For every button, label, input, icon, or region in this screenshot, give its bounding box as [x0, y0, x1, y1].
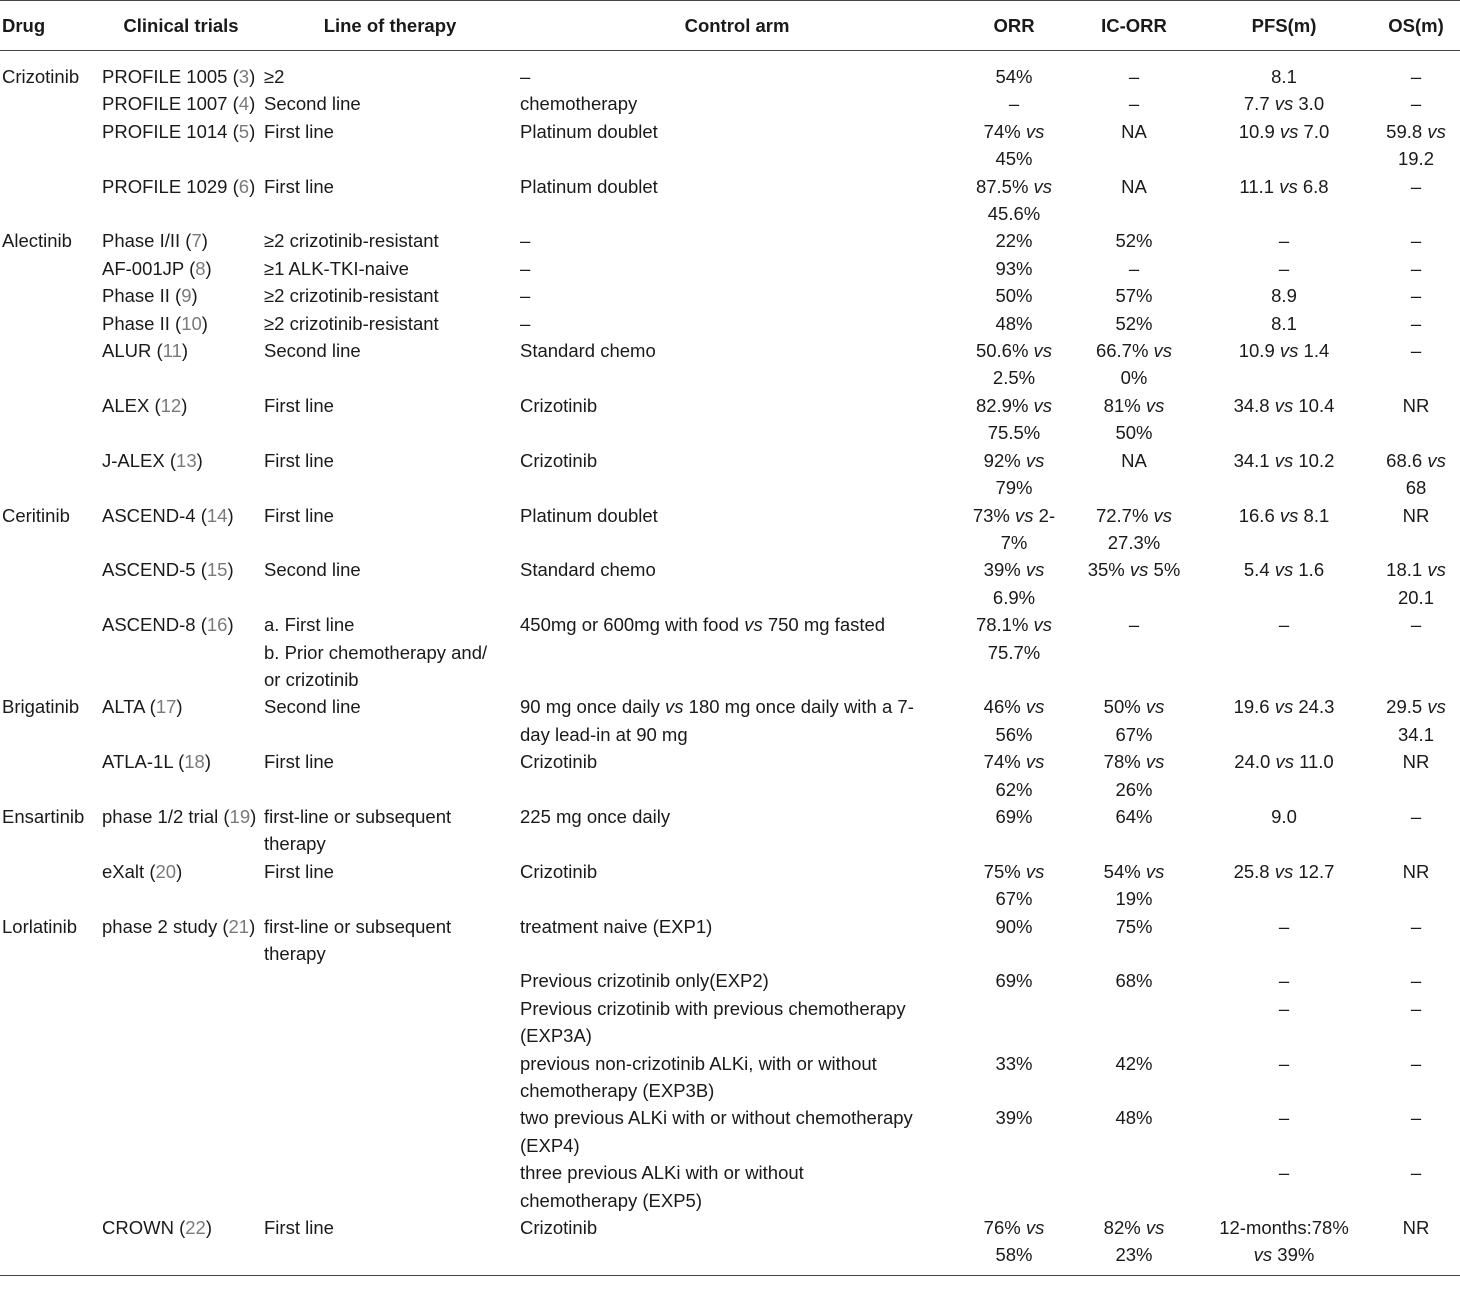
- ic-orr-cell: 52%: [1115, 230, 1153, 252]
- ic-orr-cell: NA: [1121, 175, 1147, 197]
- pfs-cell: 9.0: [1271, 805, 1297, 827]
- drug-cell: [0, 173, 100, 228]
- control-arm-cell: treatment naive (EXP1): [520, 915, 713, 937]
- trial-cell: phase 1/2 trial (19): [102, 805, 257, 827]
- trial-cell: Phase II (10): [102, 312, 208, 334]
- trial-cell: AF-001JP (8): [102, 257, 212, 279]
- drug-cell: [0, 1159, 100, 1214]
- control-arm-cell: Standard chemo: [520, 340, 656, 362]
- control-arm-cell: –: [520, 66, 531, 87]
- drug-cell: Ensartinib: [2, 805, 85, 827]
- os-cell: –: [1410, 66, 1422, 87]
- ic-orr-cell: 48%: [1115, 1107, 1153, 1129]
- os-cell: –: [1410, 1052, 1422, 1074]
- orr-cell: 46% vs 56%: [983, 696, 1045, 745]
- pfs-cell: 16.6 vs 8.1: [1238, 504, 1330, 526]
- line-of-therapy-cell: [262, 967, 518, 994]
- orr-cell: 50.6% vs 2.5%: [975, 340, 1053, 389]
- trial-cell: eXalt (20): [102, 860, 183, 882]
- pfs-cell: 8.9: [1271, 285, 1297, 307]
- control-arm-cell: chemotherapy: [520, 93, 638, 115]
- table-row: [0, 803, 1460, 858]
- trial-cell: PROFILE 1005 (3): [102, 66, 256, 87]
- pfs-cell: 11.1 vs 6.8: [1239, 175, 1329, 197]
- orr-cell: 90%: [995, 915, 1033, 937]
- line-of-therapy-cell: Second line: [264, 340, 361, 362]
- table-row: [0, 858, 1460, 913]
- orr-cell: 22%: [995, 230, 1033, 252]
- orr-cell: 39% vs 6.9%: [983, 559, 1045, 608]
- ic-orr-cell: 82% vs 23%: [1103, 1217, 1165, 1266]
- pfs-cell: –: [1278, 1052, 1290, 1074]
- drug-cell: [0, 90, 100, 117]
- ic-orr-cell: 78% vs 26%: [1103, 751, 1165, 800]
- trial-cell: ATLA-1L (18): [102, 751, 212, 773]
- os-cell: –: [1410, 312, 1422, 334]
- header-line-of-therapy: Line of therapy: [323, 14, 457, 36]
- line-of-therapy-cell: First line: [264, 394, 334, 416]
- trial-cell: ASCEND-4 (14): [102, 504, 234, 526]
- ic-orr-cell: NA: [1121, 449, 1147, 471]
- reference-link[interactable]: 17: [155, 696, 177, 718]
- reference-link[interactable]: 16: [206, 614, 228, 636]
- ic-orr-cell: –: [1128, 93, 1140, 115]
- table-row: [0, 118, 1460, 173]
- control-arm-cell: –: [520, 257, 531, 279]
- line-of-therapy-cell: ≥2 crizotinib-resistant: [264, 230, 439, 252]
- header-control-arm: Control arm: [684, 14, 790, 36]
- control-arm-cell: Crizotinib: [520, 394, 598, 416]
- pfs-cell: 24.0 vs 11.0: [1234, 751, 1334, 773]
- control-arm-cell: Previous crizotinib only(EXP2): [520, 970, 769, 992]
- pfs-cell: –: [1278, 997, 1290, 1019]
- control-arm-cell: 225 mg once daily: [520, 805, 671, 827]
- table-row: [0, 227, 1460, 254]
- orr-cell: 92% vs 79%: [983, 449, 1045, 499]
- reference-link[interactable]: 9: [181, 285, 192, 307]
- ic-orr-cell: [1072, 995, 1196, 1050]
- control-arm-cell: Standard chemo: [520, 559, 656, 581]
- drug-cell: Lorlatinib: [2, 915, 78, 937]
- os-cell: –: [1410, 1162, 1422, 1184]
- header-pfs: PFS(m): [1251, 14, 1317, 36]
- os-cell: NR: [1402, 1217, 1430, 1239]
- control-arm-cell: two previous ALKi with or without chemotherapy (EXP4): [520, 1107, 913, 1156]
- trial-cell: CROWN (22): [102, 1217, 212, 1239]
- ic-orr-cell: –: [1128, 614, 1140, 636]
- ic-orr-cell: 68%: [1115, 970, 1153, 992]
- ic-orr-cell: 57%: [1115, 285, 1153, 307]
- os-cell: NR: [1402, 860, 1430, 882]
- os-cell: NR: [1402, 504, 1430, 526]
- table-row: [0, 913, 1460, 968]
- drug-cell: Ceritinib: [2, 504, 70, 526]
- line-of-therapy-cell: ≥1 ALK-TKI-naive: [264, 257, 409, 279]
- ic-orr-cell: 54% vs 19%: [1103, 860, 1165, 910]
- orr-cell: 69%: [995, 805, 1033, 827]
- pfs-cell: 5.4 vs 1.6: [1243, 559, 1325, 581]
- drug-cell: [0, 556, 100, 611]
- table-row: [0, 693, 1460, 748]
- ic-orr-cell: [1072, 1159, 1196, 1214]
- line-of-therapy-cell: ≥2 crizotinib-resistant: [264, 285, 439, 307]
- orr-cell: 74% vs 62%: [983, 751, 1045, 800]
- reference-link[interactable]: 15: [206, 559, 228, 581]
- os-cell: –: [1410, 257, 1422, 279]
- drug-cell: [0, 310, 100, 337]
- trial-cell: [100, 1050, 262, 1105]
- ic-orr-cell: 52%: [1115, 312, 1153, 334]
- control-arm-cell: Platinum doublet: [520, 175, 658, 197]
- pfs-cell: 10.9 vs 7.0: [1238, 120, 1330, 142]
- control-arm-cell: 90 mg once daily vs 180 mg once daily with a 7- day lead-in at 90 mg: [520, 696, 914, 745]
- os-cell: –: [1410, 1107, 1422, 1129]
- line-of-therapy-cell: Second line: [264, 696, 361, 718]
- header-drug: Drug: [2, 14, 46, 36]
- orr-cell: –: [1008, 93, 1020, 115]
- os-cell: NR: [1402, 394, 1430, 416]
- orr-cell: 54%: [995, 66, 1033, 87]
- header-ic-orr: IC-ORR: [1101, 14, 1167, 36]
- line-of-therapy-cell: Second line: [264, 559, 361, 581]
- reference-link[interactable]: 12: [160, 394, 182, 416]
- orr-cell: 73% vs 2- 7%: [972, 504, 1056, 553]
- drug-cell: [0, 858, 100, 913]
- os-cell: –: [1410, 175, 1422, 197]
- os-cell: –: [1410, 93, 1422, 115]
- orr-cell: 50%: [995, 285, 1033, 307]
- line-of-therapy-cell: ≥2 crizotinib-resistant: [264, 312, 439, 334]
- orr-cell: [956, 995, 1072, 1050]
- ic-orr-cell: 42%: [1115, 1052, 1153, 1074]
- ic-orr-cell: 50% vs 67%: [1103, 696, 1165, 745]
- trial-cell: [100, 995, 262, 1050]
- reference-link[interactable]: 6: [238, 175, 250, 197]
- table-row: [0, 90, 1460, 117]
- drug-cell: [0, 118, 100, 173]
- pfs-cell: –: [1278, 230, 1290, 252]
- os-cell: –: [1410, 230, 1422, 252]
- line-of-therapy-cell: [262, 995, 518, 1050]
- reference-link[interactable]: 11: [162, 340, 182, 362]
- drug-cell: Alectinib: [2, 230, 72, 252]
- pfs-cell: –: [1278, 257, 1290, 279]
- reference-link[interactable]: 19: [229, 805, 251, 827]
- drug-cell: [0, 1214, 100, 1275]
- orr-cell: 78.1% vs 75.7%: [975, 614, 1053, 663]
- os-cell: –: [1410, 915, 1422, 937]
- line-of-therapy-cell: first-line or subsequent therapy: [264, 915, 452, 964]
- orr-cell: 75% vs 67%: [983, 860, 1045, 910]
- pfs-cell: 8.1: [1271, 66, 1297, 87]
- ic-orr-cell: 64%: [1115, 805, 1153, 827]
- table-row: [0, 748, 1460, 803]
- trial-cell: J-ALEX (13): [102, 449, 203, 471]
- table-row: [0, 1050, 1460, 1105]
- line-of-therapy-cell: First line: [264, 860, 334, 882]
- table-row: [0, 255, 1460, 282]
- control-arm-cell: –: [520, 285, 531, 307]
- ic-orr-cell: 66.7% vs 0%: [1095, 340, 1173, 389]
- trial-cell: PROFILE 1007 (4): [102, 93, 256, 115]
- trial-cell: ASCEND-8 (16): [102, 614, 234, 636]
- line-of-therapy-cell: Second line: [264, 93, 361, 115]
- header-clinical-trials: Clinical trials: [123, 14, 239, 36]
- header-row: [0, 1, 1460, 51]
- control-arm-cell: 450mg or 600mg with food vs 750 mg fasted: [520, 614, 886, 636]
- ic-orr-cell: 75%: [1115, 915, 1153, 937]
- reference-link[interactable]: 22: [185, 1217, 206, 1239]
- table-row: [0, 310, 1460, 337]
- line-of-therapy-cell: [262, 1050, 518, 1105]
- line-of-therapy-cell: First line: [264, 504, 334, 526]
- drug-cell: [0, 1104, 100, 1159]
- reference-link[interactable]: 3: [238, 66, 250, 87]
- pfs-cell: –: [1278, 1162, 1290, 1184]
- pfs-cell: 19.6 vs 24.3: [1233, 696, 1335, 718]
- reference-link[interactable]: 10: [181, 312, 202, 334]
- os-cell: –: [1410, 970, 1422, 992]
- reference-link[interactable]: 21: [228, 915, 250, 937]
- pfs-cell: 34.8 vs 10.4: [1233, 394, 1335, 416]
- table-row: [0, 611, 1460, 693]
- table-row: [0, 1159, 1460, 1214]
- control-arm-cell: previous non-crizotinib ALKi, with or without chemotherapy (EXP3B): [520, 1052, 877, 1102]
- table-row: [0, 995, 1460, 1050]
- pfs-cell: 8.1: [1271, 312, 1297, 334]
- drug-cell: Brigatinib: [2, 696, 80, 718]
- ic-orr-cell: –: [1128, 257, 1140, 279]
- os-cell: 29.5 vs 34.1: [1386, 696, 1446, 745]
- drug-cell: [0, 255, 100, 282]
- os-cell: –: [1410, 805, 1422, 827]
- line-of-therapy-cell: First line: [264, 449, 334, 471]
- line-of-therapy-cell: First line: [264, 175, 334, 197]
- control-arm-cell: three previous ALKi with or without chemotherapy (EXP5): [520, 1162, 804, 1211]
- ic-orr-cell: 72.7% vs 27.3%: [1095, 504, 1173, 553]
- pfs-cell: 10.9 vs 1.4: [1238, 340, 1330, 362]
- orr-cell: 33%: [995, 1052, 1033, 1074]
- pfs-cell: –: [1278, 915, 1290, 937]
- drug-cell: [0, 337, 100, 392]
- os-cell: –: [1410, 614, 1422, 636]
- table-row: [0, 967, 1460, 994]
- orr-cell: 74% vs 45%: [983, 120, 1045, 170]
- reference-link[interactable]: 7: [191, 230, 202, 252]
- control-arm-cell: Crizotinib: [520, 1217, 598, 1239]
- os-cell: 68.6 vs 68: [1386, 449, 1446, 499]
- trial-cell: Phase I/II (7): [102, 230, 208, 252]
- control-arm-cell: Crizotinib: [520, 860, 598, 882]
- line-of-therapy-cell: first-line or subsequent therapy: [264, 805, 452, 855]
- line-of-therapy-cell: a. First line b. Prior chemotherapy and/ or crizotinib: [264, 614, 488, 690]
- orr-cell: 76% vs 58%: [983, 1217, 1045, 1266]
- line-of-therapy-cell: First line: [264, 1217, 334, 1239]
- drug-cell: [0, 282, 100, 309]
- table-row: [0, 392, 1460, 447]
- reference-link[interactable]: 18: [184, 751, 205, 773]
- drug-cell: [0, 995, 100, 1050]
- table-row: [0, 502, 1460, 557]
- reference-link[interactable]: 4: [238, 93, 250, 115]
- trial-cell: ALTA (17): [102, 696, 183, 718]
- orr-cell: 87.5% vs 45.6%: [975, 175, 1053, 225]
- header-orr: ORR: [993, 14, 1035, 36]
- ic-orr-cell: NA: [1121, 120, 1147, 142]
- orr-cell: 48%: [995, 312, 1033, 334]
- control-arm-cell: Platinum doublet: [520, 120, 658, 142]
- trial-cell: PROFILE 1014 (5): [102, 120, 256, 142]
- ic-orr-cell: 35% vs 5%: [1087, 559, 1181, 581]
- orr-cell: 69%: [995, 970, 1033, 992]
- ic-orr-cell: –: [1128, 66, 1140, 87]
- control-arm-cell: Platinum doublet: [520, 504, 658, 526]
- trial-cell: Phase II (9): [102, 285, 198, 307]
- ic-orr-cell: 81% vs 50%: [1103, 394, 1165, 444]
- table-row: [0, 1104, 1460, 1159]
- drug-cell: [0, 392, 100, 447]
- trial-cell: [100, 1104, 262, 1159]
- os-cell: –: [1410, 340, 1422, 362]
- reference-link[interactable]: 5: [238, 120, 250, 142]
- pfs-cell: –: [1278, 1107, 1290, 1129]
- trial-cell: phase 2 study (21): [102, 915, 256, 937]
- table-row: [0, 556, 1460, 611]
- table-row: [0, 447, 1460, 502]
- pfs-cell: –: [1278, 970, 1290, 992]
- drug-cell: Crizotinib: [2, 66, 80, 87]
- trial-cell: [100, 967, 262, 994]
- table-row: [0, 337, 1460, 392]
- table-row: [0, 282, 1460, 309]
- reference-link[interactable]: 20: [155, 860, 177, 882]
- table-row: [0, 1214, 1460, 1275]
- os-cell: –: [1410, 997, 1422, 1019]
- reference-link[interactable]: 8: [195, 257, 206, 279]
- drug-cell: [0, 1050, 100, 1105]
- pfs-cell: –: [1278, 614, 1290, 636]
- os-cell: NR: [1402, 751, 1430, 773]
- pfs-cell: 12-months:78% vs 39%: [1219, 1217, 1349, 1266]
- os-cell: 59.8 vs 19.2: [1386, 120, 1446, 170]
- orr-cell: 93%: [995, 257, 1033, 279]
- trial-cell: ASCEND-5 (15): [102, 559, 234, 581]
- control-arm-cell: Crizotinib: [520, 751, 598, 773]
- drug-cell: [0, 447, 100, 502]
- reference-link[interactable]: 14: [206, 504, 228, 526]
- pfs-cell: 25.8 vs 12.7: [1233, 860, 1335, 882]
- line-of-therapy-cell: [262, 1159, 518, 1214]
- table-row: [0, 51, 1460, 91]
- os-cell: 18.1 vs 20.1: [1386, 559, 1446, 608]
- control-arm-cell: –: [520, 230, 531, 252]
- orr-cell: 82.9% vs 75.5%: [975, 394, 1053, 444]
- drug-cell: [0, 611, 100, 693]
- drug-cell: [0, 748, 100, 803]
- trial-cell: [100, 1159, 262, 1214]
- table-body: [0, 51, 1460, 1276]
- orr-cell: [956, 1159, 1072, 1214]
- control-arm-cell: –: [520, 312, 531, 334]
- control-arm-cell: Previous crizotinib with previous chemotherapy (EXP3A): [520, 997, 906, 1047]
- control-arm-cell: Crizotinib: [520, 449, 598, 471]
- line-of-therapy-cell: First line: [264, 751, 334, 773]
- header-os: OS(m): [1388, 14, 1444, 36]
- trial-cell: PROFILE 1029 (6): [102, 175, 256, 197]
- drug-cell: [0, 967, 100, 994]
- trial-cell: ALUR (11): [102, 340, 189, 362]
- trial-cell: ALEX (12): [102, 394, 188, 416]
- reference-link[interactable]: 13: [176, 449, 197, 471]
- line-of-therapy-cell: First line: [264, 120, 334, 142]
- os-cell: –: [1410, 285, 1422, 307]
- line-of-therapy-cell: [262, 1104, 518, 1159]
- line-of-therapy-cell: ≥2: [264, 66, 285, 87]
- pfs-cell: 7.7 vs 3.0: [1243, 93, 1325, 115]
- pfs-cell: 34.1 vs 10.2: [1233, 449, 1335, 471]
- table-row: [0, 173, 1460, 228]
- orr-cell: 39%: [995, 1107, 1033, 1129]
